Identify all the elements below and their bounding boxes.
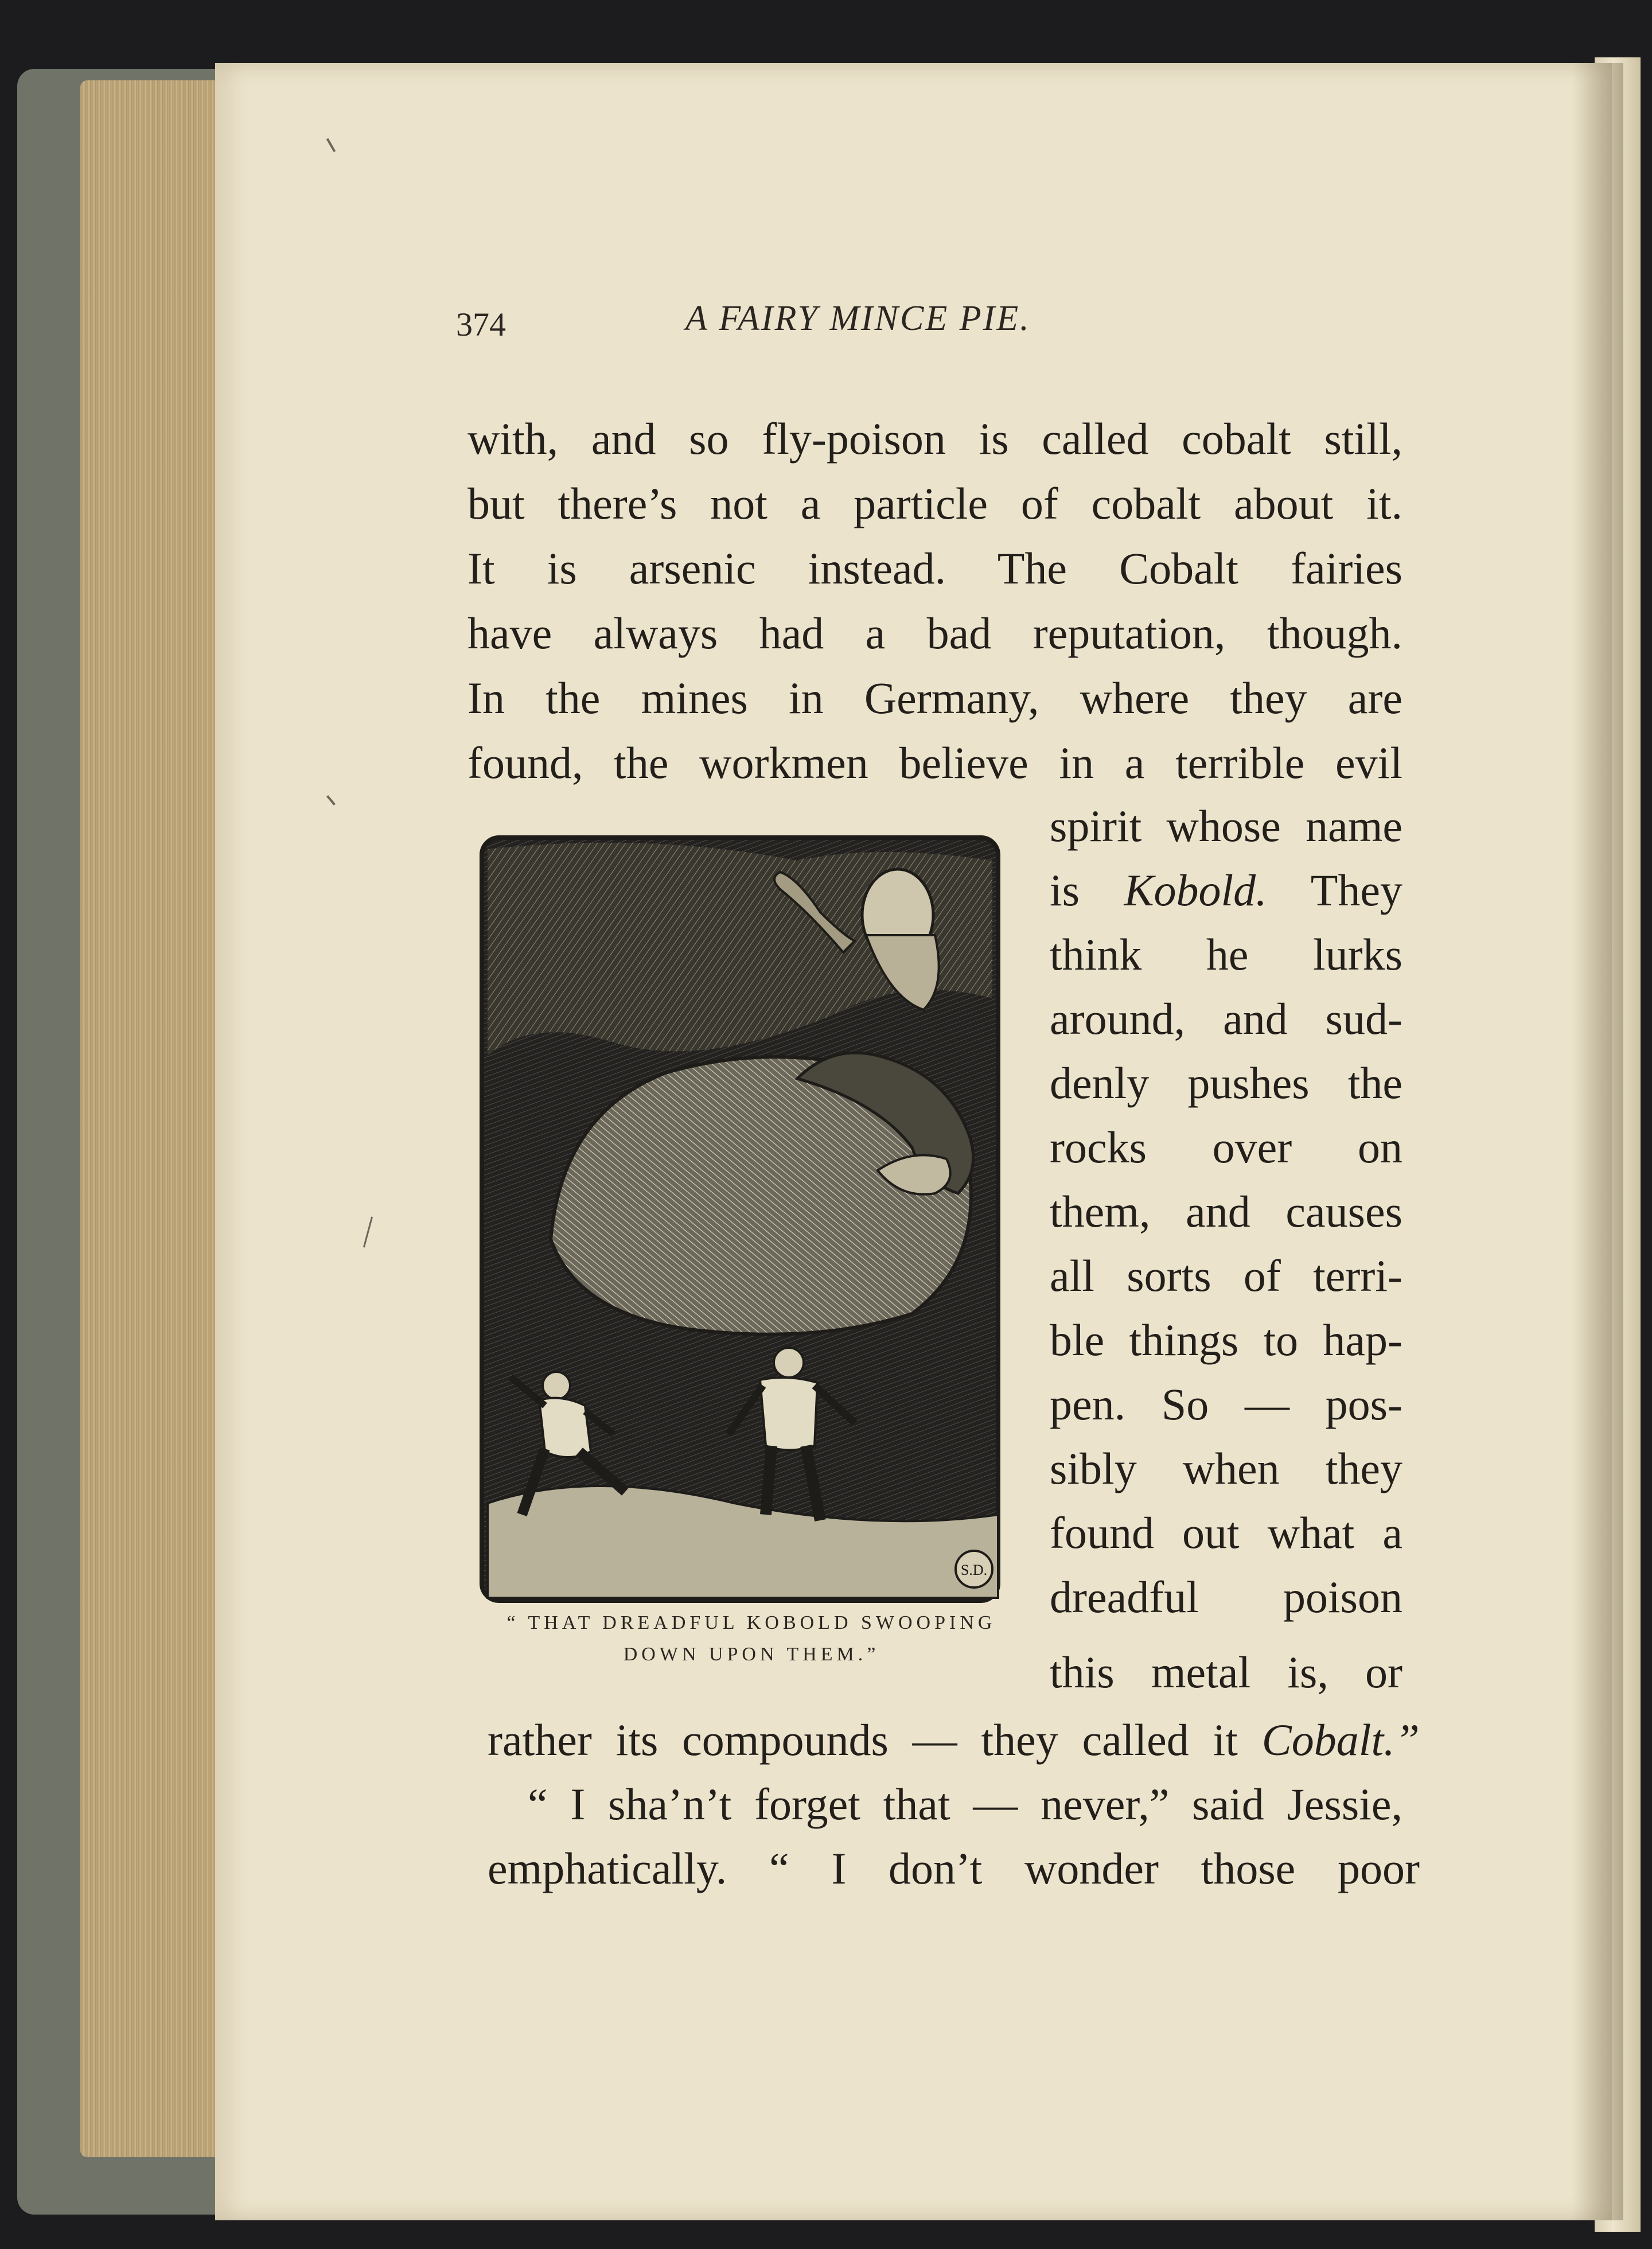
text-line: found, the workmen believe in a terrible evil bbox=[467, 738, 1402, 788]
text-line: have always had a bad reputation, though. bbox=[467, 608, 1402, 658]
text-word: is bbox=[1050, 865, 1080, 915]
text-line bbox=[488, 1709, 1420, 1772]
page-edges-left bbox=[80, 80, 229, 2157]
text-line: “ I sha’n’t forget that — never,” said Jessie, bbox=[528, 1779, 1402, 1829]
kobold-illustration bbox=[476, 826, 1012, 1606]
text-line: ble things to hap- bbox=[1050, 1315, 1402, 1365]
text-line: all sorts of terri- bbox=[1050, 1251, 1402, 1301]
text-fragment: rather its compounds — they called it bbox=[488, 1715, 1238, 1765]
text-line: It is arsenic instead. The Cobalt fairies bbox=[467, 543, 1402, 593]
caption-line-1: “ THAT DREADFUL KOBOLD SWOOPING bbox=[506, 1612, 996, 1633]
text-word: They bbox=[1310, 865, 1402, 915]
text-line: rocks over on bbox=[1050, 1122, 1402, 1172]
text-line: In the mines in Germany, where they are bbox=[467, 673, 1402, 723]
text-line: found out what a bbox=[1050, 1508, 1402, 1558]
text-line: them, and causes bbox=[1050, 1186, 1402, 1236]
text-line: emphatically. “ I don’t wonder those poor bbox=[488, 1843, 1420, 1893]
text-line: but there’s not a particle of cobalt about it. bbox=[467, 478, 1402, 528]
text-line: sibly when they bbox=[1050, 1443, 1402, 1493]
text-line: spirit whose name bbox=[1050, 801, 1402, 851]
spine-shadow bbox=[1572, 63, 1623, 2220]
text-line: pen. So — pos- bbox=[1050, 1379, 1402, 1429]
text-line bbox=[1050, 859, 1402, 922]
monogram: S.D. bbox=[960, 1562, 988, 1578]
text-line: this metal is, or bbox=[1050, 1647, 1402, 1697]
text-line: think he lurks bbox=[1050, 929, 1402, 979]
text-line: with, and so fly-poison is called cobalt still, bbox=[467, 414, 1402, 464]
running-title: A FAIRY MINCE PIE. bbox=[685, 299, 1031, 338]
cobalt-word: Cobalt.” bbox=[1261, 1715, 1420, 1765]
text-line: around, and sud- bbox=[1050, 994, 1402, 1044]
kobold-word: Kobold. bbox=[1124, 865, 1267, 915]
text-line: dreadful poison bbox=[1050, 1572, 1402, 1622]
caption-line-2: DOWN UPON THEM.” bbox=[623, 1644, 880, 1665]
page-number: 374 bbox=[456, 306, 506, 343]
text-line: denly pushes the bbox=[1050, 1058, 1402, 1108]
